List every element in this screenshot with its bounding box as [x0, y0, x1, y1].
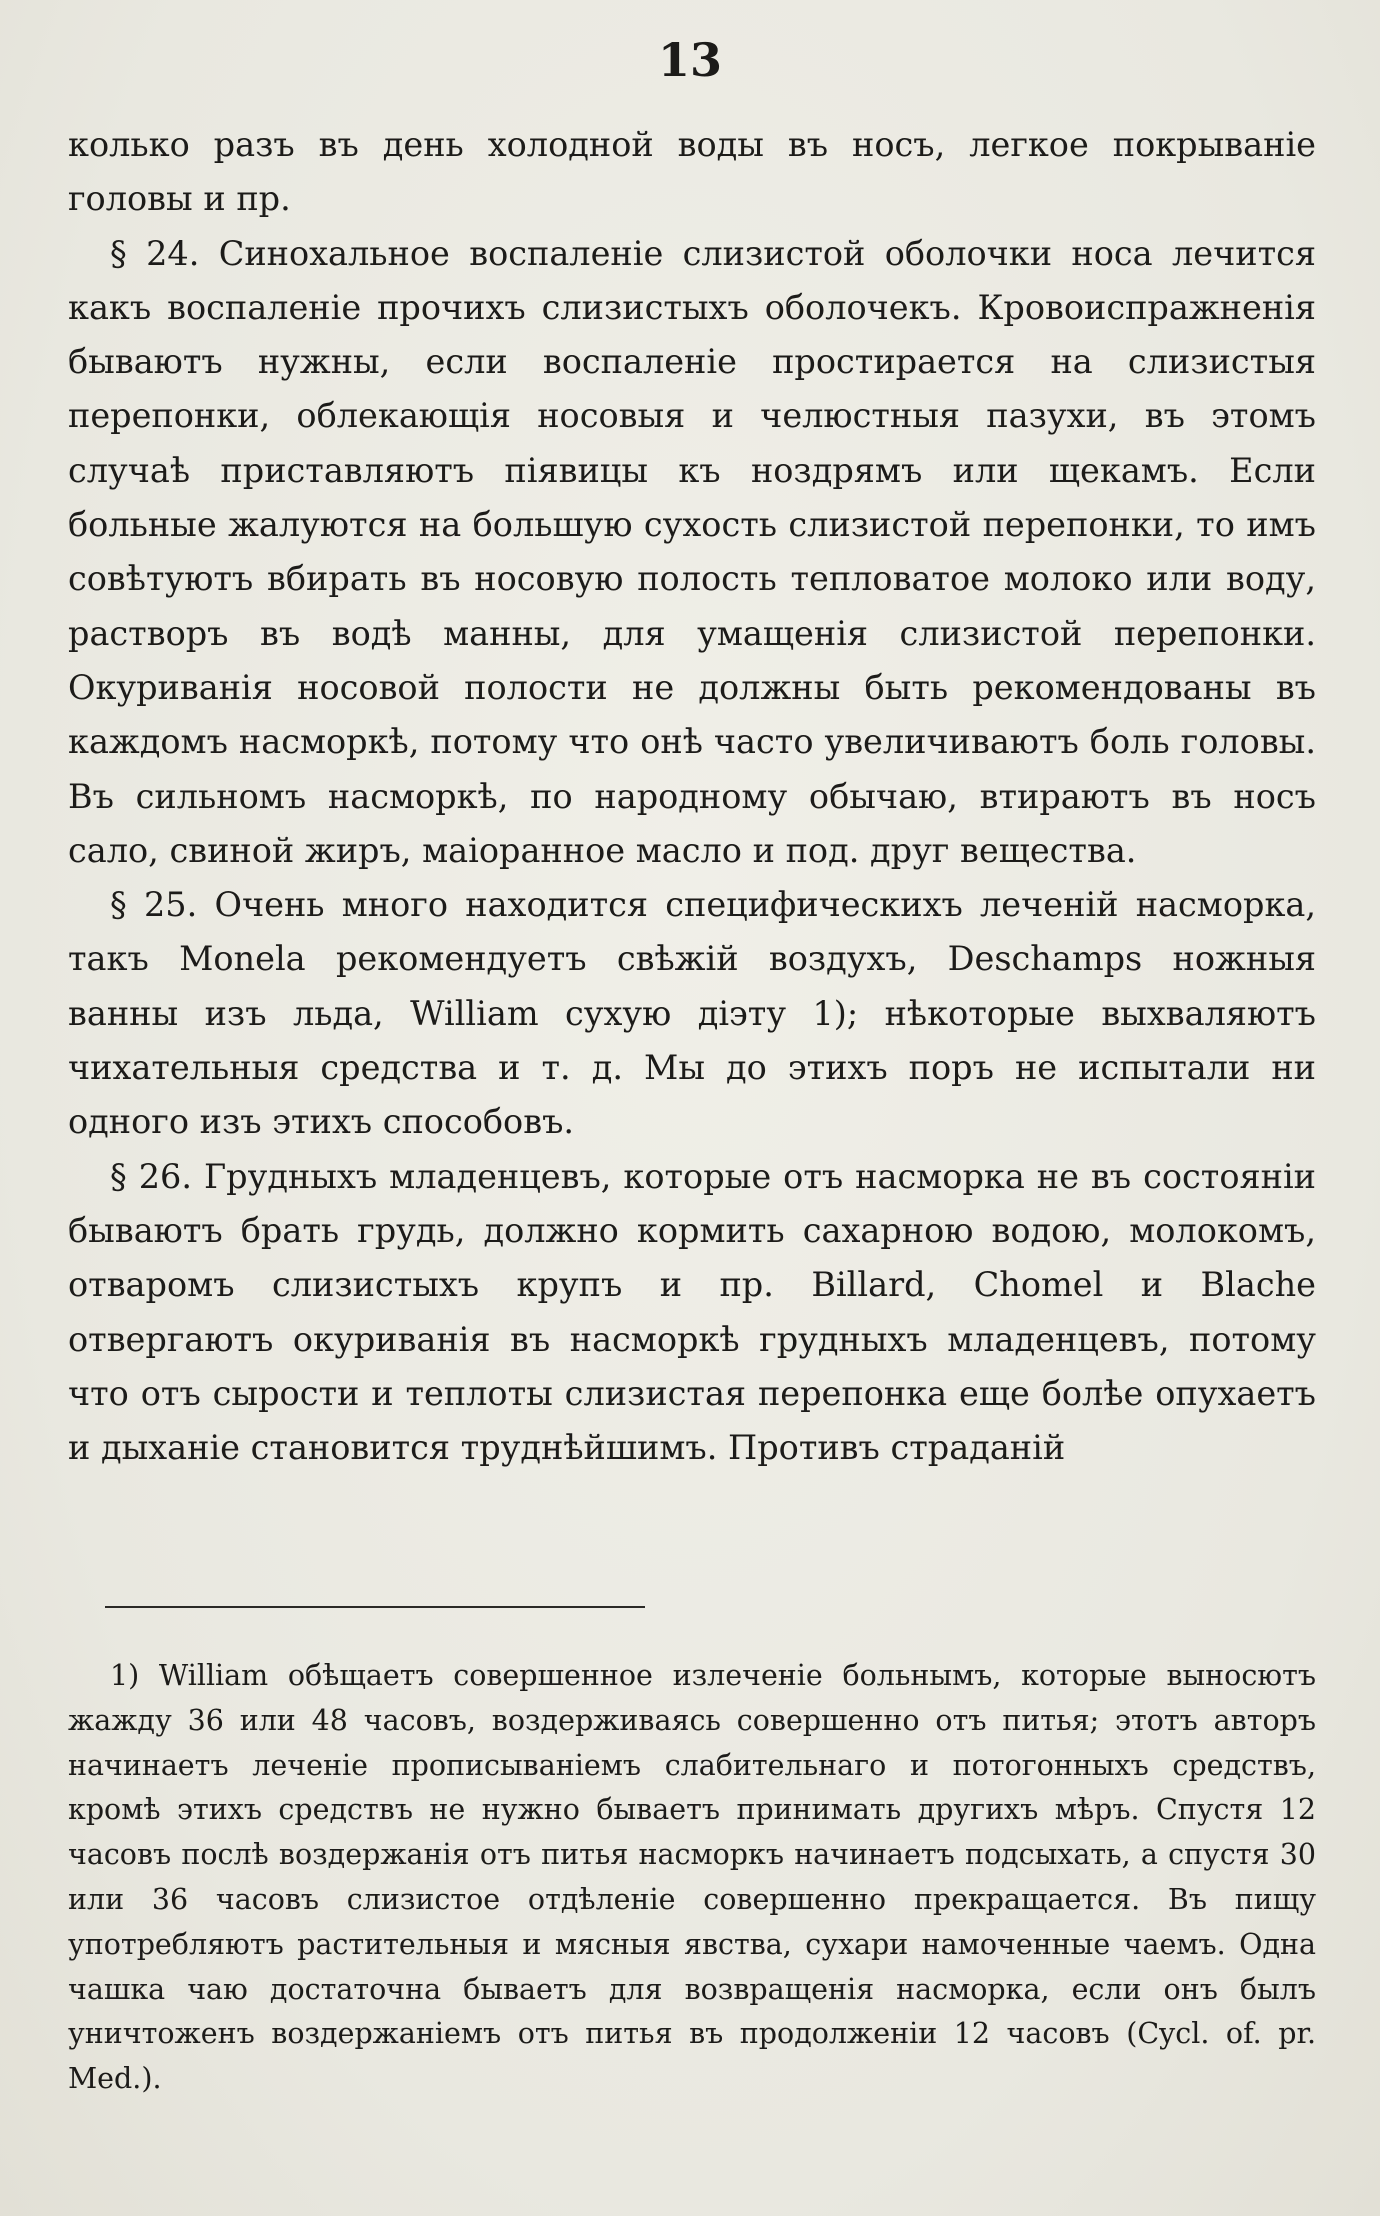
footnote-divider [105, 1606, 645, 1608]
paragraph-section-24: § 24. Синохальное воспаленіе слизистой оболочки носа лечится какъ воспаленіе прочихъ слизистыхъ оболочекъ. Кровоиспражненія бываютъ нужны, если воспаленіе простирается на слизистыя перепонки, облекающія носовыя и челюстныя пазухи, въ этомъ случаѣ приставляютъ піявицы къ ноздрямъ или щекамъ. Если больные жалуются на большую сухость слизистой перепонки, то имъ совѣтуютъ вбирать въ носовую полость тепловатое молоко или воду, растворъ въ водѣ манны, для умащенія слизистой перепонки. Окуриванія носовой полости не должны быть рекомендованы въ каждомъ насморкѣ, потому что онѣ часто увеличиваютъ боль головы. Въ сильномъ насморкѣ, по народному обычаю, втираютъ въ носъ сало, свиной жиръ, маіоранное масло и под. друг вещества. [68, 233, 1316, 870]
footnote [68, 1654, 1316, 2102]
page-number: 13 [657, 33, 722, 87]
paragraph-section-25: § 25. Очень много находится специфическихъ леченій насморка, такъ Monela рекомендуетъ свѣжій воздухъ, Deschamps ножныя ванны изъ льда, William сухую діэту 1); нѣкоторые выхваляютъ чихательныя средства и т. д. Мы до этихъ поръ не испытали ни одного изъ этихъ способовъ. [68, 885, 1316, 1142]
paragraph-continuation: колько разъ въ день холодной воды въ носъ, легкое покрываніе головы и пр. [68, 125, 1316, 219]
footnote-text: 1) William обѣщаетъ совершенное излеченіе больнымъ, которые выносютъ жажду 36 или 48 часовъ, воздерживаясь совершенно отъ питья; этотъ авторъ начинаетъ леченіе прописываніемъ слабительнаго и потогонныхъ средствъ, кромѣ этихъ средствъ не нужно бываетъ принимать другихъ мѣръ. Спустя 12 часовъ послѣ воздержанія отъ питья насморкъ начинаетъ подсыхать, а спустя 30 или 36 часовъ слизистое отдѣленіе совершенно прекращается. Въ пищу употребляютъ растительныя и мясныя явства, сухари намоченные чаемъ. Одна чашка чаю достаточна бываетъ для возвращенія насморка, если онъ былъ уничтоженъ воздержаніемъ отъ питья въ продолженіи 12 часовъ (Cycl. of. pr. Med.). [68, 1659, 1316, 2096]
paragraph-section-26: § 26. Грудныхъ младенцевъ, которые отъ насморка не въ состояніи бываютъ брать грудь, должно кормить сахарною водою, молокомъ, отваромъ слизистыхъ крупъ и пр. Billard, Chomel и Blache отвергаютъ окуриванія въ насморкѣ грудныхъ младенцевъ, потому что отъ сырости и теплоты слизистая перепонка еще болѣе опухаетъ и дыханіе становится труднѣйшимъ. Противъ страданій [68, 1156, 1316, 1468]
main-text [68, 118, 1316, 1475]
